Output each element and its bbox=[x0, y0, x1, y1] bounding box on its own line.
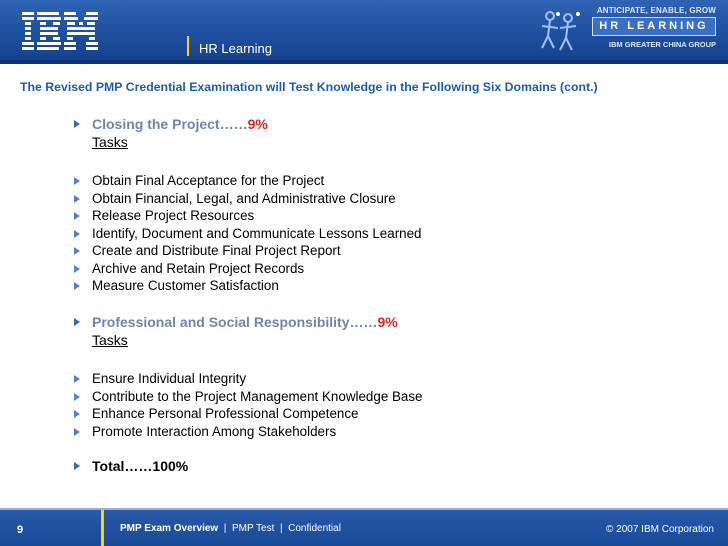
footer-top-line bbox=[0, 508, 728, 510]
bullet-icon bbox=[74, 195, 80, 203]
hr-learning-label: HR LEARNING bbox=[592, 17, 716, 36]
list-item: Archive and Retain Project Records bbox=[92, 261, 305, 276]
bullet-icon bbox=[74, 410, 80, 418]
bullet-icon bbox=[74, 428, 80, 436]
group-label: IBM GREATER CHINA GROUP bbox=[608, 40, 716, 49]
bullet-icon bbox=[74, 120, 80, 128]
list-item: Contribute to the Project Management Knowledge Base bbox=[92, 389, 423, 404]
bullet-icon bbox=[74, 212, 80, 220]
header-underline bbox=[0, 60, 728, 64]
tasks-label: Tasks bbox=[92, 332, 128, 348]
header-title: HR Learning bbox=[199, 41, 272, 56]
footer-info: PMP Exam Overview | PMP Test | Confidential bbox=[120, 523, 341, 534]
total-label: Total……100% bbox=[92, 458, 189, 474]
tagline: ANTICIPATE, ENABLE, GROW bbox=[596, 6, 716, 15]
list-item: Promote Interaction Among Stakeholders bbox=[92, 424, 337, 439]
list-item: Measure Customer Satisfaction bbox=[92, 278, 279, 293]
footer-divider bbox=[101, 508, 104, 546]
header-divider bbox=[187, 36, 189, 56]
bullet-icon bbox=[74, 462, 80, 470]
bullet-icon bbox=[74, 393, 80, 401]
list-item: Release Project Resources bbox=[92, 208, 255, 223]
ibm-logo bbox=[22, 12, 100, 50]
bullet-icon bbox=[74, 177, 80, 185]
section-title: Closing the Project……9% bbox=[92, 116, 268, 132]
list-item: Enhance Personal Professional Competence bbox=[92, 406, 359, 421]
bullet-icon bbox=[74, 318, 80, 326]
bullet-icon bbox=[74, 265, 80, 273]
list-item: Identify, Document and Communicate Lessons Learned bbox=[92, 226, 422, 241]
test-name: PMP Test bbox=[231, 523, 275, 534]
bullet-icon bbox=[74, 375, 80, 383]
confidential-label: Confidential bbox=[288, 523, 341, 534]
list-item: Obtain Final Acceptance for the Project bbox=[92, 173, 325, 188]
bullet-icon bbox=[74, 230, 80, 238]
section-percent: 9% bbox=[377, 314, 398, 330]
people-figures-icon bbox=[538, 8, 588, 56]
hr-learning-badge bbox=[530, 0, 728, 56]
bullet-icon bbox=[74, 282, 80, 290]
section-percent: 9% bbox=[247, 116, 268, 132]
course-name: PMP Exam Overview bbox=[120, 523, 219, 534]
list-item: Obtain Financial, Legal, and Administrative Closure bbox=[92, 191, 396, 206]
section-title: Professional and Social Responsibility……9% bbox=[92, 314, 398, 330]
slide-title: The Revised PMP Credential Examination will Test Knowledge in the Following Six Domains (cont.) bbox=[20, 80, 598, 94]
bullet-icon bbox=[74, 247, 80, 255]
page-number: 9 bbox=[17, 524, 24, 536]
footer-bar bbox=[0, 508, 728, 546]
tasks-label: Tasks bbox=[92, 134, 128, 150]
list-item: Ensure Individual Integrity bbox=[92, 371, 247, 386]
copyright: © 2007 IBM Corporation bbox=[606, 524, 714, 535]
list-item: Create and Distribute Final Project Report bbox=[92, 243, 341, 258]
